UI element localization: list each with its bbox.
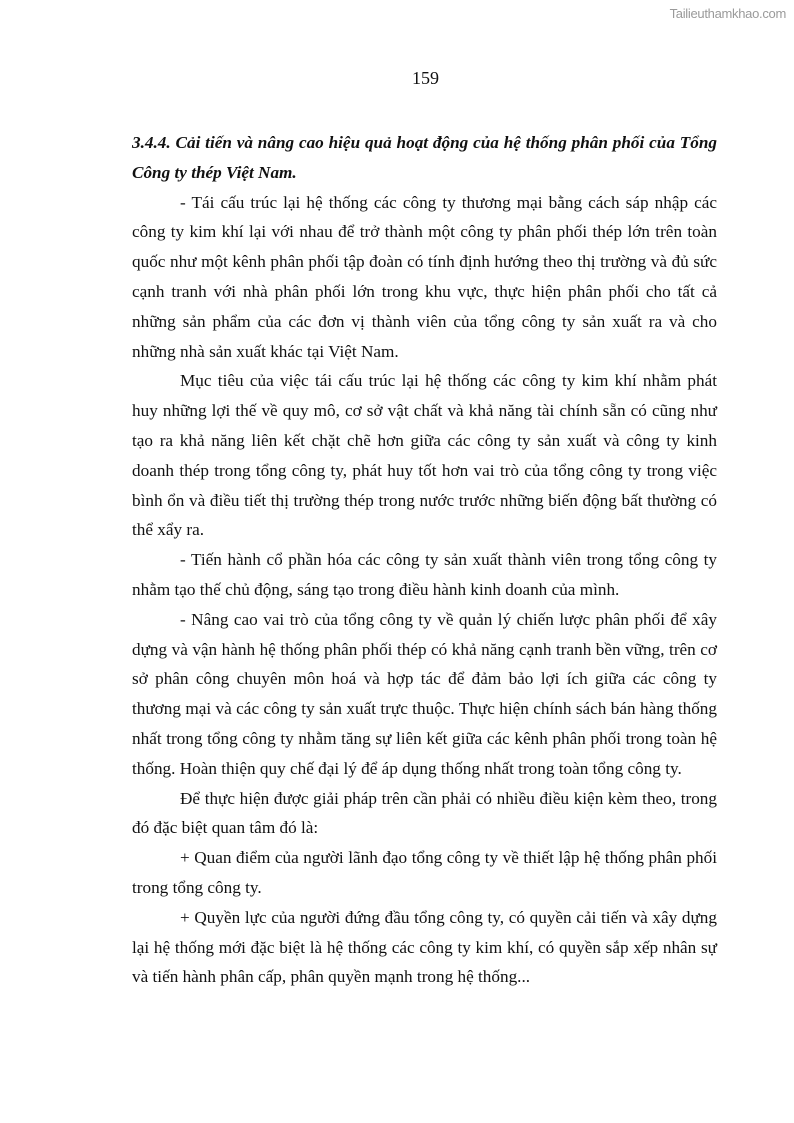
paragraph-line: - Nâng cao vai trò của tổng công ty về quản lý chiến lược phân phối để xây (180, 609, 717, 629)
paragraph-line: thống. Hoàn thiện quy chế đại lý để áp dụng thống nhất trong toàn tổng công ty. (132, 758, 682, 778)
paragraph (132, 784, 717, 844)
section-heading (132, 128, 717, 188)
heading-line: 3.4.4. Cải tiến và nâng cao hiệu quả hoạt động của hệ thống phân phối của Tổng (132, 133, 717, 152)
paragraph-line: + Quan điểm của người lãnh đạo tổng công ty về thiết lập hệ thống phân phối (180, 848, 717, 868)
paragraph-line: thể xẩy ra. (132, 520, 205, 540)
paragraph-line: và tiến hành phân cấp, phân quyền mạnh trong hệ thống... (132, 967, 531, 987)
paragraph-line: lại hệ thống mới đặc biệt là hệ thống các công ty kim khí, có quyền sắp xếp nhân sự (132, 937, 717, 957)
paragraph-line: những nhà sản xuất khác tại Việt Nam. (132, 341, 399, 361)
paragraph-line: trong tổng công ty. (132, 877, 262, 897)
paragraph-line: + Quyền lực của người đứng đầu tổng công ty, có quyền cải tiến và xây dựng (180, 907, 717, 927)
document-body (132, 128, 717, 992)
paragraph-line: sở phân công chuyên môn hoá và hợp tác để đảm bảo lợi ích giữa các công ty (132, 669, 717, 689)
paragraph-line: Mục tiêu của việc tái cấu trúc lại hệ thống các công ty kim khí nhằm phát (180, 371, 717, 391)
paragraph-line: thương mại và các công ty sản xuất trực thuộc. Thực hiện chính sách bán hàng thống (132, 699, 717, 719)
watermark: Tailieuthamkhao.com (669, 6, 786, 21)
paragraph-line: huy những lợi thế về quy mô, cơ sở vật chất và khả năng tài chính sẵn có cũng như (132, 401, 717, 421)
paragraph-line: quốc như một kênh phân phối tập đoàn có tính định hướng theo thị trường và đủ sức (132, 252, 717, 272)
paragraph-line: doanh thép trong tổng công ty, phát huy tốt hơn vai trò của tổng công ty trong việc (132, 460, 717, 480)
heading-line: Công ty thép Việt Nam. (132, 162, 297, 182)
paragraph (132, 605, 717, 784)
paragraph-line: dựng và vận hành hệ thống phân phối thép có khả năng cạnh tranh bền vững, trên cơ (132, 639, 717, 659)
paragraph-line: - Tái cấu trúc lại hệ thống các công ty thương mại bằng cách sáp nhập các (180, 192, 717, 212)
paragraph (132, 188, 717, 367)
paragraph-line: những sản phẩm của các đơn vị thành viên của tổng công ty sản xuất ra và cho (132, 311, 717, 331)
page-number: 159 (412, 68, 439, 88)
paragraph (132, 903, 717, 992)
paragraph-line: công ty kim khí lại với nhau để trở thành một công ty phân phối thép lớn trên toàn (132, 222, 717, 242)
paragraph-line: nhằm tạo thế chủ động, sáng tạo trong điều hành kinh doanh của mình. (132, 579, 620, 599)
paragraph-line: Để thực hiện được giải pháp trên cần phải có nhiều điều kiện kèm theo, trong (180, 788, 717, 808)
paragraph (132, 545, 717, 605)
paragraph (132, 843, 717, 903)
paragraph-line: đó đặc biệt quan tâm đó là: (132, 818, 319, 838)
paragraph-line: bình ổn và điều tiết thị trường thép trong nước trước những biến động bất thường có (132, 490, 717, 510)
paragraph-line: - Tiến hành cổ phần hóa các công ty sản xuất thành viên trong tổng công ty (180, 550, 717, 570)
paragraph (132, 366, 717, 545)
paragraph-line: nhất trong tổng công ty nhằm tăng sự liên kết giữa các kênh phân phối trong toàn hệ (132, 728, 717, 748)
paragraph-line: cạnh tranh với nhà phân phối lớn trong khu vực, thực hiện phân phối cho tất cả (132, 281, 717, 301)
paragraph-line: tạo ra khả năng liên kết chặt chẽ hơn giữa các công ty sản xuất và công ty kinh (132, 430, 717, 450)
